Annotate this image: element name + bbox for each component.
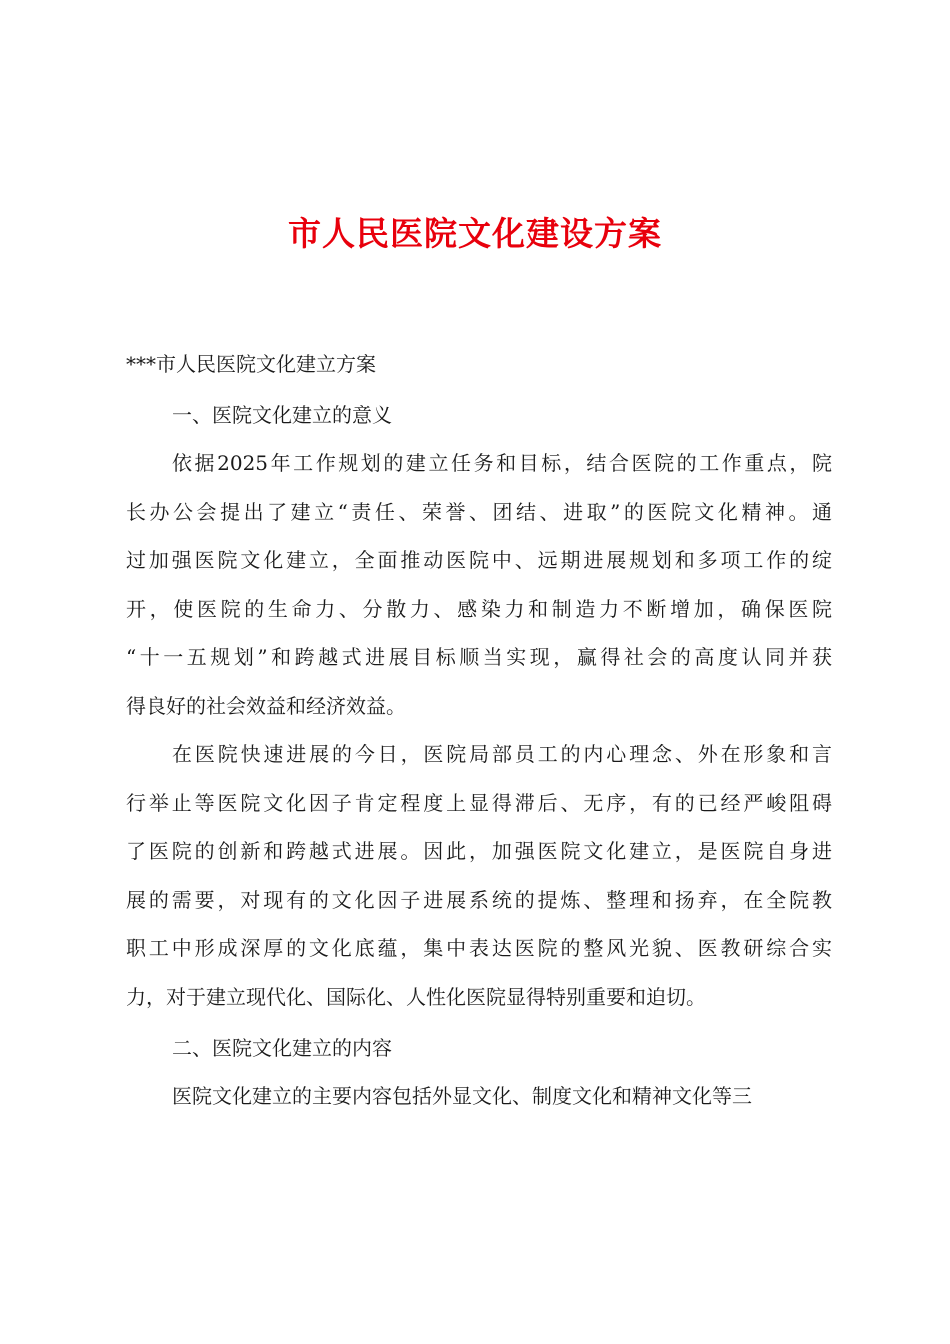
paragraph-line: 过加强医院文化建立，全面推动医院中、远期进展规划和多项工作的绽 — [126, 548, 832, 572]
document-title: 市人民医院文化建设方案 — [288, 214, 662, 253]
document-body — [126, 340, 832, 1121]
paragraph-line: “十一五规划”和跨越式进展目标顺当实现，赢得社会的高度认同并获 — [126, 645, 832, 669]
paragraph-line: 行举止等医院文化因子肯定程度上显得滞后、无序，有的已经严峻阻碍 — [126, 790, 832, 815]
paragraph-line: 长办公会提出了建立“责任、荣誉、团结、进取”的医院文化精神。通 — [126, 499, 832, 524]
document-subtitle: ***市人民医院文化建立方案 — [126, 352, 376, 376]
paragraph-line: 得良好的社会效益和经济效益。 — [126, 693, 406, 718]
paragraph-line: 开，使医院的生命力、分散力、感染力和制造力不断增加，确保医院 — [126, 596, 832, 621]
section-heading-1: 一、医院文化建立的意义 — [172, 403, 392, 427]
paragraph-line: 力，对于建立现代化、国际化、人性化医院显得特别重要和迫切。 — [126, 984, 706, 1009]
paragraph-line: 在医院快速进展的今日，医院局部员工的内心理念、外在形象和言 — [172, 742, 832, 766]
paragraph-1 — [126, 439, 832, 730]
section-heading-2: 二、医院文化建立的内容 — [172, 1036, 392, 1060]
paragraph-2 — [126, 730, 832, 1021]
paragraph-line: 展的需要，对现有的文化因子进展系统的提炼、整理和扬弃，在全院教 — [126, 887, 832, 912]
paragraph-3 — [126, 1072, 832, 1121]
paragraph-line: 依据2025年工作规划的建立任务和目标，结合医院的工作重点，院 — [172, 451, 832, 475]
paragraph-line: 职工中形成深厚的文化底蕴，集中表达医院的整风光貌、医教研综合实 — [126, 936, 832, 960]
paragraph-line: 了医院的创新和跨越式进展。因此，加强医院文化建立，是医院自身进 — [126, 839, 832, 863]
paragraph-line: 医院文化建立的主要内容包括外显文化、制度文化和精神文化等三 — [172, 1084, 752, 1108]
